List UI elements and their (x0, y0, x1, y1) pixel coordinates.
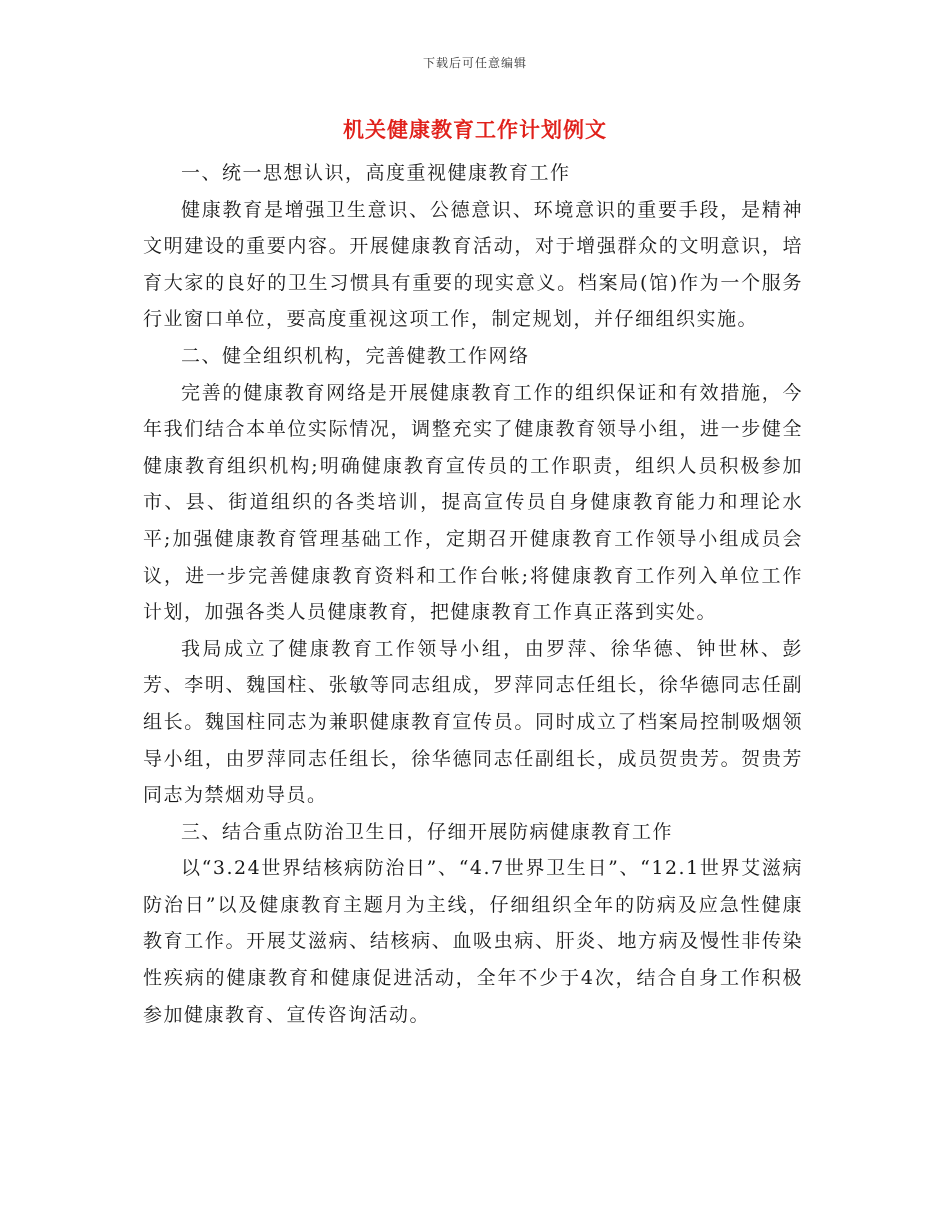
section-heading-1: 一、统一思想认识，高度重视健康教育工作 (181, 162, 571, 184)
document-body (143, 155, 803, 1033)
paragraph: 健康教育是增强卫生意识、公德意识、环境意识的重要手段，是精神文明建设的重要内容。开展健康教育活动，对于增强群众的文明意识，培育大家的良好的卫生习惯具有重要的现实意义。档案局(馆)作为一个服务行业窗口单位，要高度重视这项工作，制定规划，并仔细组织实施。 (143, 198, 803, 331)
paragraph: 完善的健康教育网络是开展健康教育工作的组织保证和有效措施，今年我们结合本单位实际情况，调整充实了健康教育领导小组，进一步健全健康教育组织机构;明确健康教育宣传员的工作职责，组织人员积极参加市、县、街道组织的各类培训，提高宣传员自身健康教育能力和理论水平;加强健康教育管理基础工作，定期召开健康教育工作领导小组成员会议，进一步完善健康教育资料和工作台帐;将健康教育工作列入单位工作计划，加强各类人员健康教育，把健康教育工作真正落到实处。 (143, 381, 803, 624)
paragraph: 我局成立了健康教育工作领导小组，由罗萍、徐华德、钟世林、彭芳、李明、魏国柱、张敏等同志组成，罗萍同志任组长，徐华德同志任副组长。魏国柱同志为兼职健康教育宣传员。同时成立了档案局控制吸烟领导小组，由罗萍同志任组长，徐华德同志任副组长，成员贺贵芳。贺贵芳同志为禁烟劝导员。 (143, 637, 803, 807)
paragraph: 以“3.24世界结核病防治日”、“4.7世界卫生日”、“12.1世界艾滋病防治日”以及健康教育主题月为主线，仔细组织全年的防病及应急性健康教育工作。开展艾滋病、结核病、血吸虫病、肝炎、地方病及慢性非传染性疾病的健康教育和健康促进活动，全年不少于4次，结合自身工作积极参加健康教育、宣传咨询活动。 (143, 857, 803, 1026)
section-heading-2: 二、健全组织机构，完善健教工作网络 (181, 344, 530, 367)
header-note: 下载后可任意编辑 (422, 56, 527, 70)
document-title: 机关健康教育工作计划例文 (343, 117, 607, 142)
section-heading-3: 三、结合重点防治卫生日，仔细开展防病健康教育工作 (181, 820, 674, 843)
